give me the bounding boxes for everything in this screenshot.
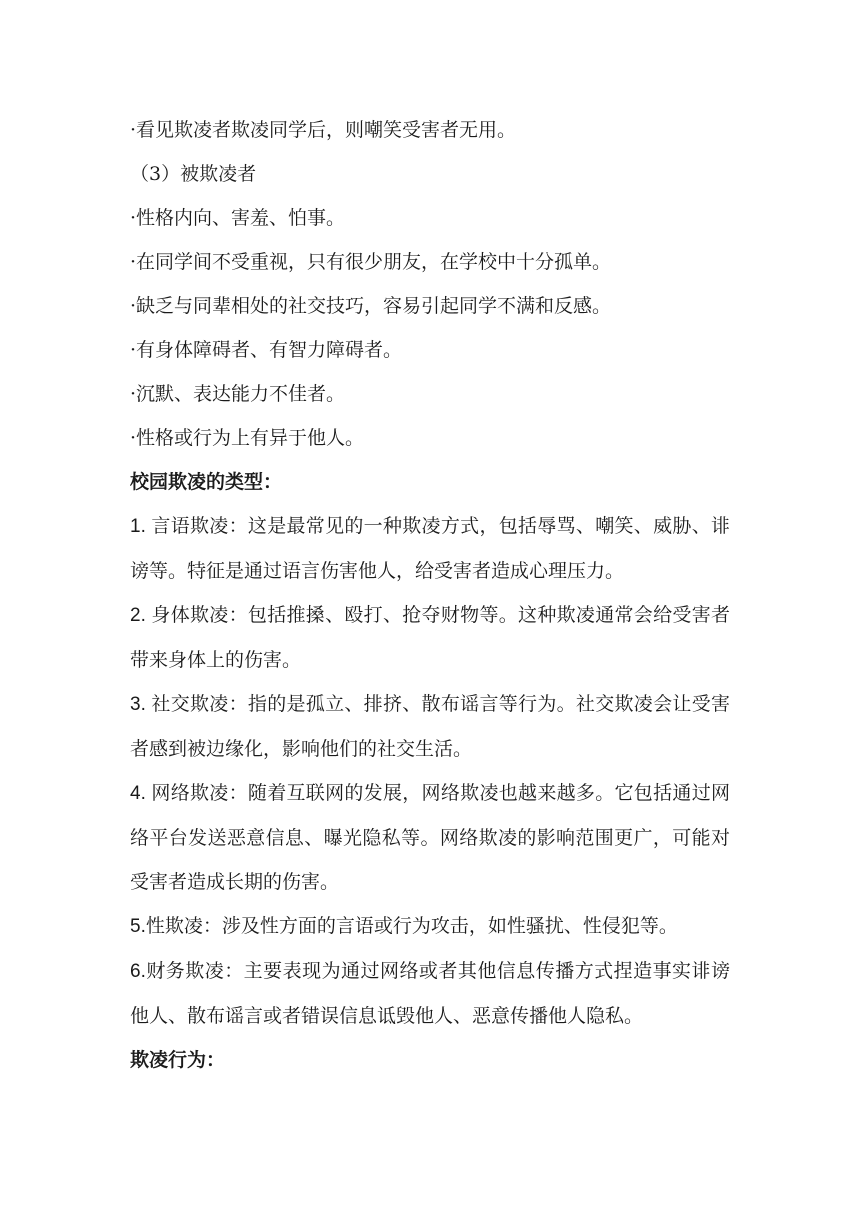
victim-item-5: ·沉默、表达能力不佳者。 — [130, 383, 346, 405]
victim-item-6: ·性格或行为上有异于他人。 — [130, 427, 365, 449]
bully-item-1: ·看见欺凌者欺凌同学后，则嘲笑受害者无用。 — [130, 119, 517, 141]
type-text: 言语欺凌：这是最常见的一种欺凌方式，包括辱骂、嘲笑、威胁、诽谤等。特征是通过语言伤害他人，给受害者造成心理压力。 — [130, 515, 730, 582]
type-number: 6. — [130, 961, 146, 982]
type-number: 1. — [130, 516, 152, 537]
type-text: 网络欺凌：随着互联网的发展，网络欺凌也越来越多。它包括通过网络平台发送恶意信息、曝光隐私等。网络欺凌的影响范围更广，可能对受害者造成长期的伤害。 — [130, 782, 730, 893]
type-item-2 — [130, 593, 730, 682]
type-text: 性欺凌：涉及性方面的言语或行为攻击，如性骚扰、性侵犯等。 — [145, 915, 678, 937]
victim-item-2: ·在同学间不受重视，只有很少朋友，在学校中十分孤单。 — [130, 251, 612, 273]
type-number: 4. — [130, 783, 152, 804]
victim-item-3: ·缺乏与同辈相处的社交技巧，容易引起同学不满和反感。 — [130, 295, 612, 317]
victim-item-4: ·有身体障碍者、有智力障碍者。 — [130, 339, 403, 361]
type-number: 5. — [130, 916, 146, 937]
document-page — [130, 108, 730, 1082]
victim-heading: （3）被欺凌者 — [130, 163, 257, 185]
types-heading: 校园欺凌的类型： — [130, 471, 283, 493]
type-item-6 — [130, 949, 730, 1038]
behavior-heading: 欺凌行为： — [130, 1049, 226, 1071]
victim-item-1: ·性格内向、害羞、怕事。 — [130, 207, 346, 229]
type-item-3 — [130, 682, 730, 771]
type-text: 身体欺凌：包括推搡、殴打、抢夺财物等。这种欺凌通常会给受害者带来身体上的伤害。 — [130, 604, 730, 671]
type-text: 社交欺凌：指的是孤立、排挤、散布谣言等行为。社交欺凌会让受害者感到被边缘化，影响他们的社交生活。 — [130, 693, 730, 760]
type-item-4 — [130, 771, 730, 904]
type-item-1 — [130, 504, 730, 593]
type-number: 2. — [130, 605, 152, 626]
type-text: 财务欺凌：主要表现为通过网络或者其他信息传播方式捏造事实诽谤他人、散布谣言或者错误信息诋毁他人、恶意传播他人隐私。 — [130, 960, 730, 1027]
type-item-5 — [130, 904, 730, 949]
type-number: 3. — [130, 694, 152, 715]
